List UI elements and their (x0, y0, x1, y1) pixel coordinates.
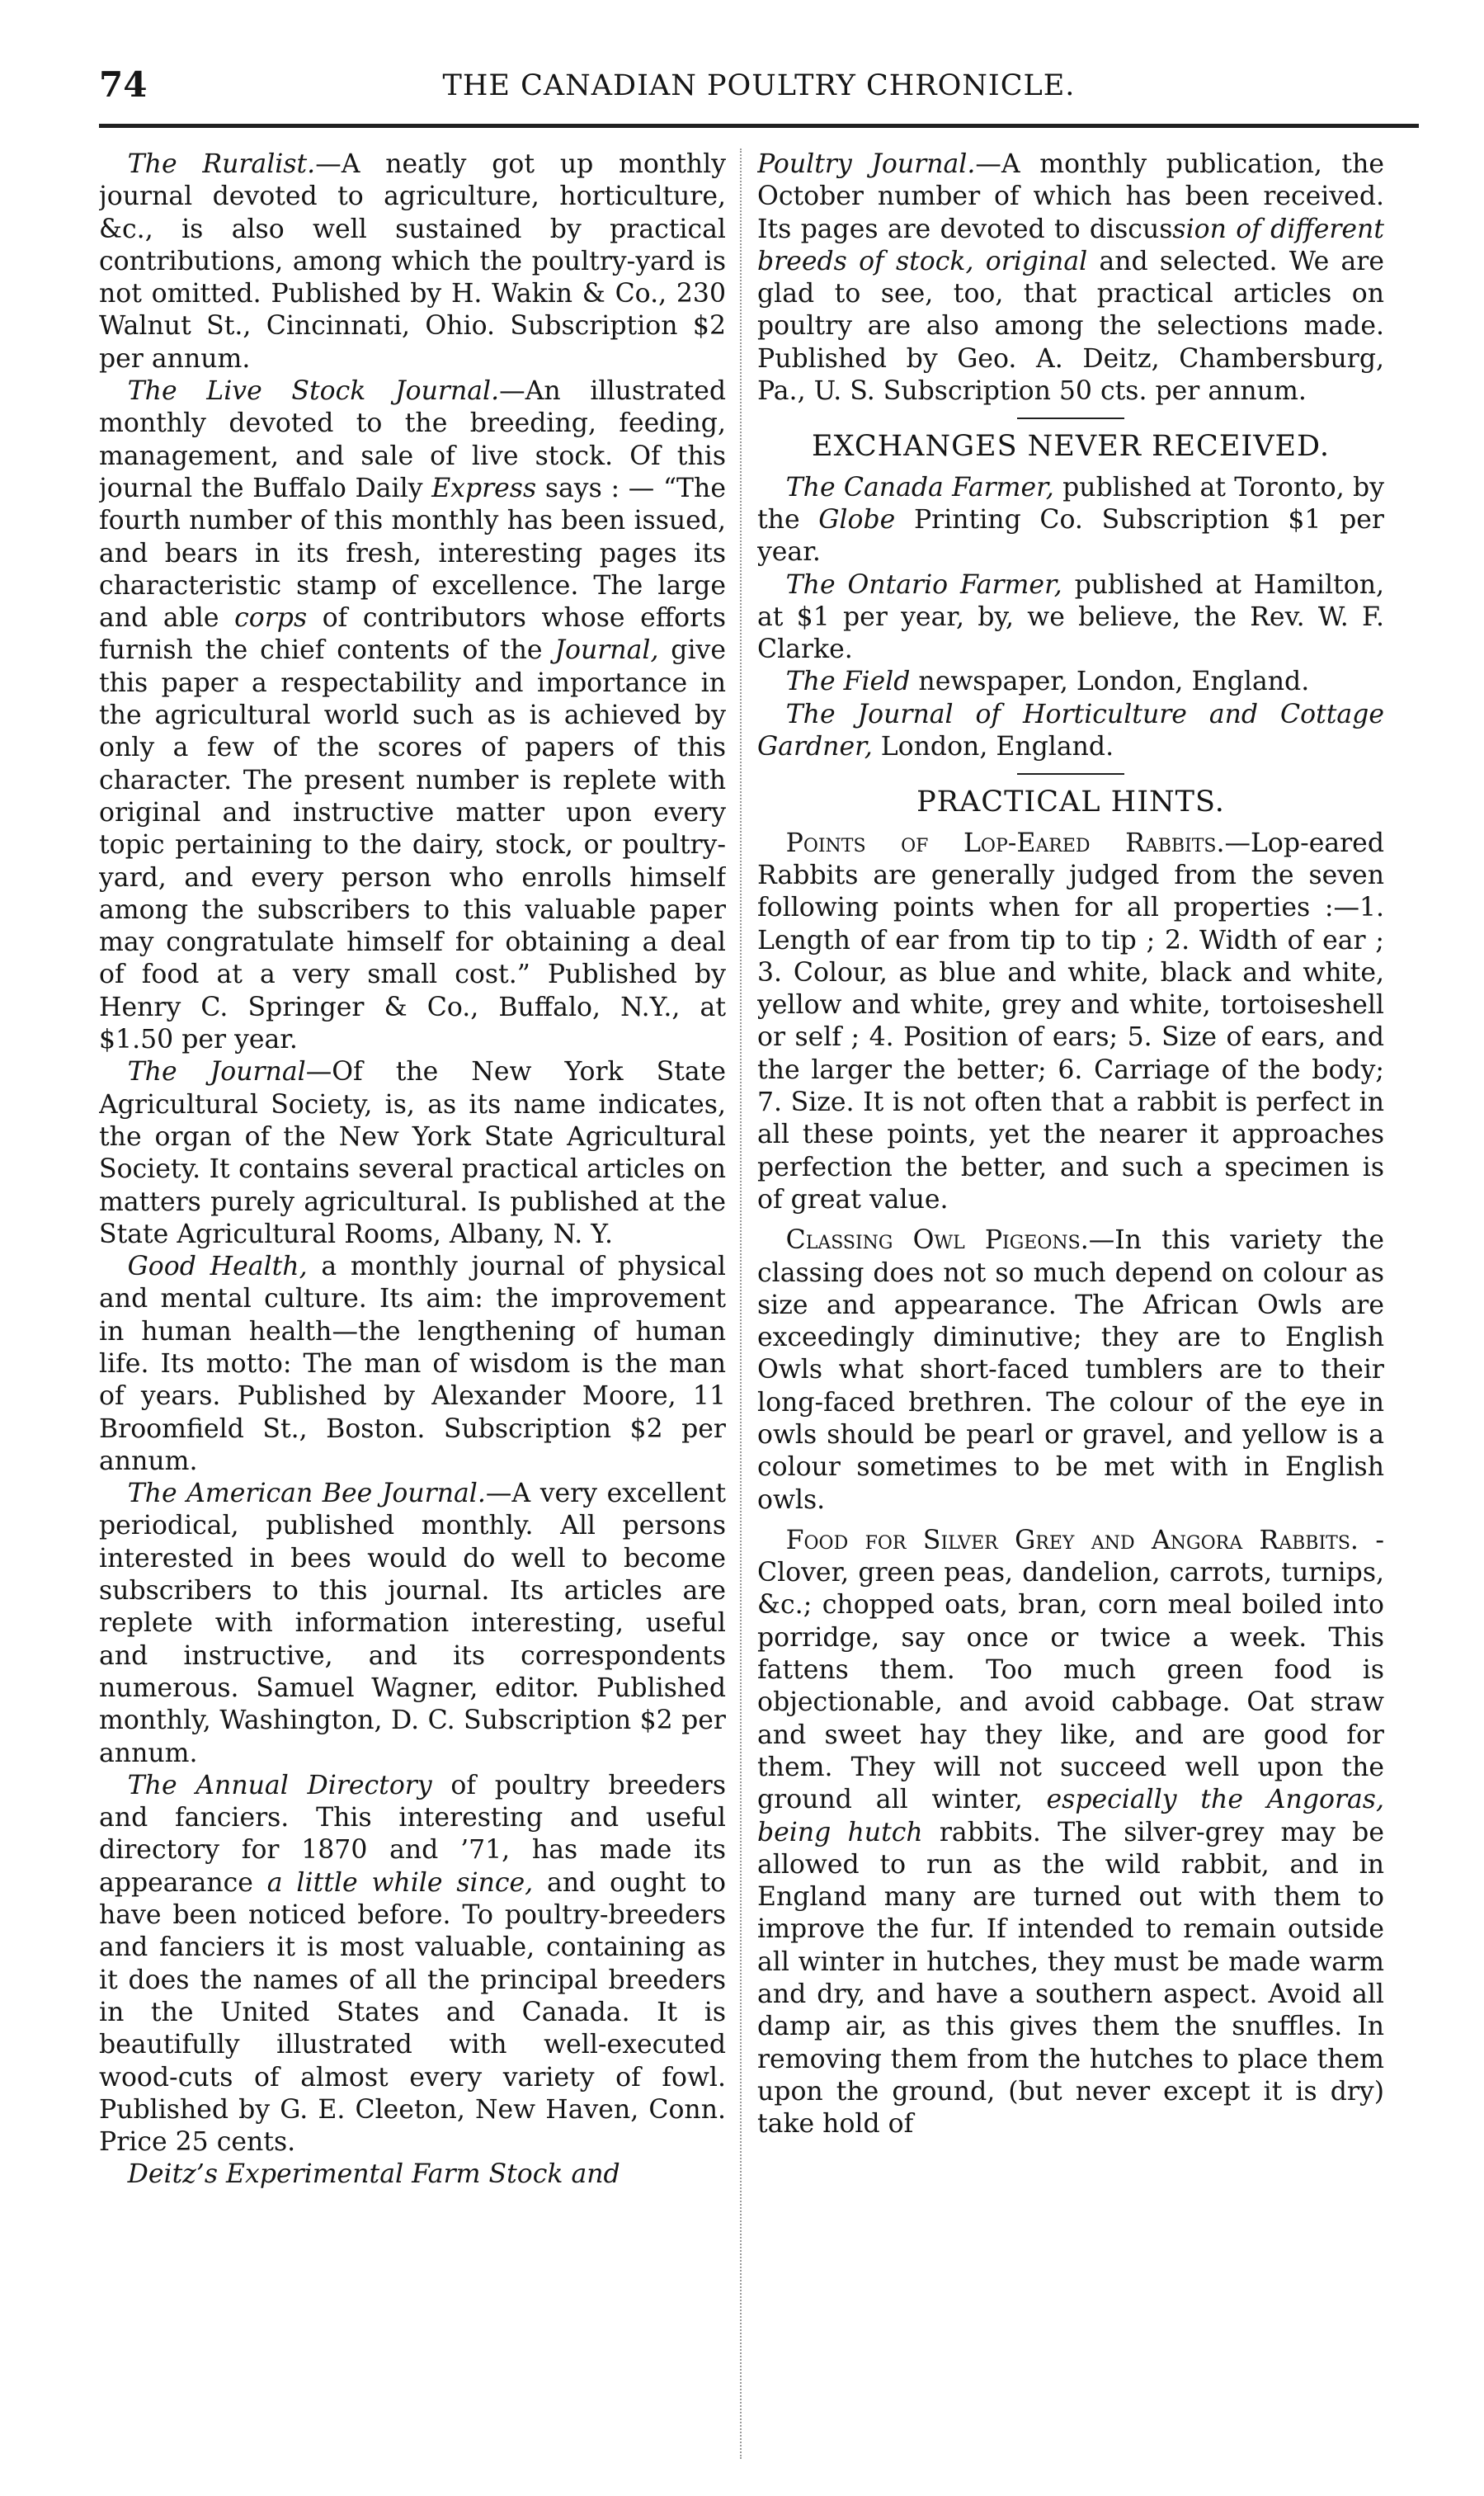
title-the-journal: The Journal (127, 1057, 306, 1088)
italic-food: especially the Angoras, being hutch (757, 1785, 1384, 1847)
paragraph-lop-eared (757, 828, 1384, 1217)
title-annual-directory: The Annual Directory (127, 1770, 432, 1800)
title-live-stock: The Live Stock Journal. (127, 376, 500, 407)
italic-little-while: a little while since, (266, 1867, 534, 1898)
paragraph-deitz-start (99, 2159, 726, 2191)
paragraph-bee-journal (99, 1478, 726, 1770)
text-lop-eared: —Lop-eared Rabbits are generally judged from the seven following points when for all properties :—1. Length of ear from tip to tip ; 2. Width of ear ; 3. Colour, as blue and white, black and white, yellow and white, grey and white, tortoiseshell or self ; 4. Position of ears; 5. Size of ears, and the larger the better; 6. Carriage of the body; 7. Size. It is not often that a rabbit is perfect in all these points, yet the nearer it approaches perfection the better, and such a specimen is of great value. (757, 828, 1384, 1215)
paragraph-good-health (99, 1251, 726, 1478)
text-horticulture: London, England. (872, 732, 1114, 762)
paragraph-annual-directory (99, 1770, 726, 2159)
text-the-journal: —Of the New York State Agricultural Society, is, as its name indicates, the organ of the New York State Agricultural Society. It contains several practical articles on matters purely agricultural. Is published at the State Agricultural Rooms, Albany, N. Y. (99, 1057, 726, 1249)
paragraph-owl-pigeons (757, 1224, 1384, 1517)
heading-exchanges: EXCHANGES NEVER RECEIVED. (812, 430, 1330, 464)
text-live-stock-d: give this paper a respectability and importance in the agricultural world such as is achieved by only a few of the scores of papers of this character. The present number is replete with original and instructive matter upon every topic pertaining to the dairy, stock, or poultry-yard, and every person who enrolls himself among the subscribers to this valuable paper may congratulate himself for obtaining a deal of food at a very small cost.” Published by Henry C. Springer & Co., Buffalo, N.Y., at $1.50 per year. (99, 635, 726, 1055)
text-deitz-b: and selected. We are glad to see, too, that practical articles on poultry are also among the selections made. Published by Geo. A. Deitz, Chambersburg, Pa., U. S. Subscription 50 cts. per annum. (757, 246, 1384, 407)
title-horticulture: The Journal of Horticulture and Cottage Gardner, (757, 699, 1384, 762)
page-header (99, 64, 1419, 122)
text-bee-journal: —A very excellent periodical, published monthly. All persons interested in bees would do well to become subscribers to this journal. Its articles are replete with information interesting, useful and instructive, and its correspondents numerous. Samuel Wagner, editor. Published monthly, Washington, D. C. Subscription $2 per annum. (99, 1479, 726, 1768)
text-annual-directory-a: of poultry breeders and fanciers. This interesting and useful directory for 1870 and ’71, has made its appearance (99, 1770, 726, 1898)
title-canada-farmer: The Canada Farmer, (785, 472, 1054, 503)
text-good-health: a monthly journal of physical and mental culture. Its aim: the improvement in human health—the lengthening of human life. Its motto: The man of wisdom is the man of years. Published by Alexander Moore, 11 Broomfield St., Boston. Subscription $2 per annum. (99, 1252, 726, 1476)
text-live-stock-a: —An illustrated monthly devoted to the breeding, feeding, management, and sale of live stock. Of this journal the Buffalo Daily (99, 376, 726, 503)
title-deitz-start: Deitz’s Experimental Farm Stock and (127, 2159, 620, 2190)
running-title: THE CANADIAN POULTRY CHRONICLE. (442, 69, 1076, 102)
text-canada-farmer-a: published at Toronto, by the (757, 472, 1384, 535)
text-owl-pigeons: —In this variety the classing does not so much depend on colour as size and appearance. The African Owls are exceedingly diminutive; they are to English Owls what short-faced tumblers are to their long-faced brethren. The colour of the eye in owls should be pearl or gravel, and yellow is a colour sometimes to be met with in English owls. (757, 1225, 1384, 1515)
paragraph-ruralist (99, 149, 726, 375)
paragraph-field (757, 666, 1384, 698)
italic-globe: Globe (818, 504, 896, 535)
subhead-lop-eared: Points of Lop-Eared Rabbits. (785, 828, 1225, 858)
paragraph-horticulture (757, 699, 1384, 764)
text-deitz-a: —A monthly publication, the October number of which has been received. Its pages are devoted to discus (757, 149, 1384, 244)
text-canada-farmer-b: Printing Co. Subscription $1 per year. (757, 504, 1384, 568)
right-column (757, 149, 1384, 2459)
title-ontario-farmer: The Ontario Farmer, (785, 569, 1062, 600)
title-ruralist: The Ruralist. (127, 149, 316, 179)
subhead-owl-pigeons: Classing Owl Pigeons. (785, 1225, 1089, 1256)
subhead-food-rabbits: Food for Silver Grey and Angora Rabbits. (785, 1525, 1359, 1555)
paragraph-live-stock (99, 375, 726, 1056)
italic-express: Express (431, 473, 537, 503)
left-column (99, 149, 726, 2459)
page-number: 74 (99, 64, 148, 105)
header-rule (99, 124, 1419, 128)
text-field: newspaper, London, England. (910, 667, 1310, 697)
italic-journal: Journal, (554, 635, 659, 666)
paragraph-food-rabbits (757, 1525, 1384, 2141)
heading-practical-hints: PRACTICAL HINTS. (916, 786, 1225, 819)
section-rule-2 (1017, 773, 1124, 775)
text-annual-directory-b: and ought to have been noticed before. To poultry-breeders and fanciers it is most valuable, containing as it does the names of all the principal breeders in the United States and Canada. It is beautifully illustrated with well-executed wood-cuts of almost every variety of fowl. Published by G. E. Cleeton, New Haven, Conn. Price 25 cents. (99, 1867, 726, 2158)
section-rule (1017, 418, 1124, 419)
title-field: The Field (785, 667, 911, 697)
title-deitz-cont: Poultry Journal. (757, 149, 976, 179)
italic-corps: corps (234, 603, 308, 634)
paragraph-deitz-cont (757, 149, 1384, 408)
text-live-stock-b: says : — “The fourth number of this monthly has been issued, and bears in its fresh, interesting pages its characteristic stamp of excellence. The large and able (99, 473, 726, 634)
paragraph-canada-farmer (757, 472, 1384, 569)
text-ruralist: —A neatly got up monthly journal devoted to agriculture, horticulture, &c., is also well sustained by practical contributions, among which the poultry-yard is not omitted. Published by H. Wakin & Co., 230 Walnut St., Cincinnati, Ohio. Subscription $2 per annum. (99, 149, 726, 374)
text-ontario-farmer: published at Hamilton, at $1 per year, by, we believe, the Rev. W. F. Clarke. (757, 569, 1384, 665)
column-divider (740, 149, 742, 2459)
paragraph-the-journal (99, 1056, 726, 1251)
title-bee-journal: The American Bee Journal. (127, 1479, 486, 1509)
text-food-b: rabbits. The silver-grey may be allowed to run as the wild rabbit, and in England many are turned out with them to improve the fur. If intended to remain outside all winter in hutches, they must be made warm and dry, and have a southern aspect. Avoid all damp air, as this gives them the snuffles. In removing them from the hutches to place them upon the ground, (but never except it is dry) take hold of (757, 1817, 1384, 2140)
text-food-a: -Clover, green peas, dandelion, carrots, turnips, &c.; chopped oats, bran, corn meal boiled into porridge, say once or twice a week. This fattens them. Too much green food is objectionable, and avoid cabbage. Oat straw and sweet hay they like, and are good for them. They will not succeed well upon the ground all winter, (757, 1525, 1384, 1815)
italic-deitz: sion of different breeds of stock, original (757, 214, 1384, 276)
text-live-stock-c: of contributors whose efforts furnish the chief contents of the (99, 603, 726, 666)
paragraph-ontario-farmer (757, 569, 1384, 667)
title-good-health: Good Health, (127, 1252, 308, 1282)
